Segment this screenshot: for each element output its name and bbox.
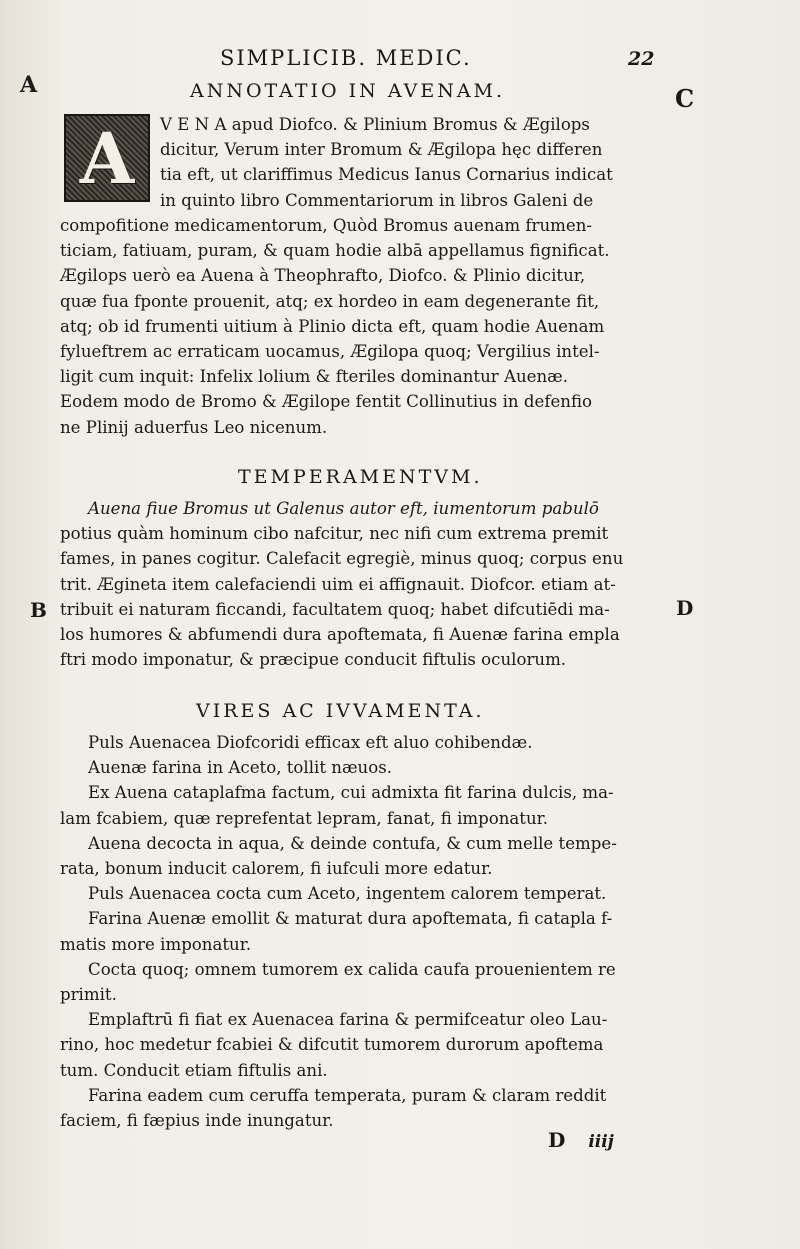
text-line: rata, bonum inducit calorem, fi iufculi more edatur. xyxy=(60,859,493,879)
text-line: quæ fua fponte prouenit, atq; ex hordeo in eam degenerante fit, xyxy=(60,291,600,311)
text-line: los humores & abfumendi dura apoftemata, fi Auenæ farina empla xyxy=(60,625,620,645)
text-line: Farina eadem cum ceruffa temperata, puram & claram reddit xyxy=(88,1085,607,1105)
text-line: tia eft, ut clariffimus Medicus Ianus Cornarius indicat xyxy=(160,165,613,185)
text-line: ticiam, fatiuam, puram, & quam hodie albā appellamus fignificat. xyxy=(60,241,610,261)
text-line: Auenæ farina in Aceto, tollit næuos. xyxy=(88,758,393,778)
text-line: Ex Auena cataplafma factum, cui admixta fit farina dulcis, ma- xyxy=(88,783,614,803)
text-line: fylueftrem ac erraticam uocamus, Ægilopa quoq; Vergilius intel- xyxy=(60,342,600,362)
text-line: potius quàm hominum cibo nafcitur, nec nifi cum extrema premit xyxy=(60,524,609,544)
signature-number: iiij xyxy=(588,1132,614,1152)
text-line: atq; ob id frumenti uitium à Plinio dicta eft, quam hodie Auenam xyxy=(60,316,605,336)
text-line: lam fcabiem, quæ reprefentat lepram, fanat, fi imponatur. xyxy=(60,808,549,828)
text-line: rino, hoc medetur fcabiei & difcutit tumorem durorum apoftema xyxy=(60,1035,604,1055)
text-line: V E N A apud Diofco. & Plinium Bromus & Ægilops xyxy=(160,115,590,134)
text-line: Ægilops uerò ea Auena à Theophrafto, Diofco. & Plinio dicitur, xyxy=(60,266,586,286)
text-line: ligit cum inquit: Infelix lolium & fteriles dominantur Auenæ. xyxy=(60,367,569,387)
decorated-initial xyxy=(64,114,150,202)
text-line: Emplaftrū fi fiat ex Auenacea farina & permifceatur oleo Lau- xyxy=(88,1010,608,1030)
text-line: trit. Ægineta item calefaciendi uim ei affignauit. Diofcor. etiam at- xyxy=(60,574,616,594)
initial-letter: A xyxy=(79,116,135,200)
signature-letter: D xyxy=(548,1128,566,1152)
annotatio-text xyxy=(60,213,680,440)
text-line: Eodem modo de Bromo & Ægilope fentit Collinutius in defenfio xyxy=(60,392,593,412)
section-title-vires: VIRES AC IVVAMENTA. xyxy=(196,700,485,722)
text-line: ne Plinij aduerfus Leo nicenum. xyxy=(60,417,328,437)
annotatio-indented-text xyxy=(160,112,680,213)
text-line: Puls Auenacea cocta cum Aceto, ingentem calorem temperat. xyxy=(88,884,607,904)
margin-letter-b: B xyxy=(30,598,47,622)
margin-letter-a: A xyxy=(20,72,38,98)
running-head: SIMPLICIB. MEDIC. xyxy=(220,46,472,70)
folio-number: 22 xyxy=(628,48,655,70)
text-line: dicitur, Verum inter Bromum & Ægilopa hęc differen xyxy=(160,140,603,160)
text-line: fames, in panes cogitur. Calefacit egregiè, minus quoq; corpus enu xyxy=(60,549,624,569)
text-line: faciem, fi fæpius inde inungatur. xyxy=(60,1111,334,1131)
signature-mark xyxy=(548,1128,614,1152)
section-title-temperamentum: TEMPERAMENTVM. xyxy=(238,466,483,488)
text-line: primit. xyxy=(60,985,117,1005)
text-line: tribuit ei naturam ficcandi, facultatem quoq; habet difcutiēdi ma- xyxy=(60,599,610,619)
page-header xyxy=(0,44,800,74)
text-line: in quinto libro Commentariorum in libros Galeni de xyxy=(160,190,594,210)
text-line: Puls Auenacea Diofcoridi efficax eft aluo cohibendæ. xyxy=(88,733,533,752)
vires-text xyxy=(60,730,680,1133)
text-line: Auena decocta in aqua, & deinde contufa, & cum melle tempe- xyxy=(88,833,617,853)
text-line: tum. Conducit etiam fiftulis ani. xyxy=(60,1060,328,1080)
text-line: compofitione medicamentorum, Quòd Bromus auenam frumen- xyxy=(60,216,593,235)
temperamentum-text xyxy=(60,496,680,672)
margin-letter-c: C xyxy=(675,84,695,113)
text-line: Farina Auenæ emollit & maturat dura apoftemata, fi catapla f- xyxy=(88,909,613,929)
section-title-annotatio: ANNOTATIO IN AVENAM. xyxy=(190,80,506,102)
margin-letter-d: D xyxy=(676,596,694,620)
text-line: Auena fiue Bromus ut Galenus autor eft, iumentorum pabulō xyxy=(88,499,599,518)
text-line: matis more imponatur. xyxy=(60,934,252,954)
text-line: Cocta quoq; omnem tumorem ex calida caufa prouenientem re xyxy=(88,959,616,979)
text-line: ftri modo imponatur, & præcipue conducit fiftulis oculorum. xyxy=(60,650,567,670)
